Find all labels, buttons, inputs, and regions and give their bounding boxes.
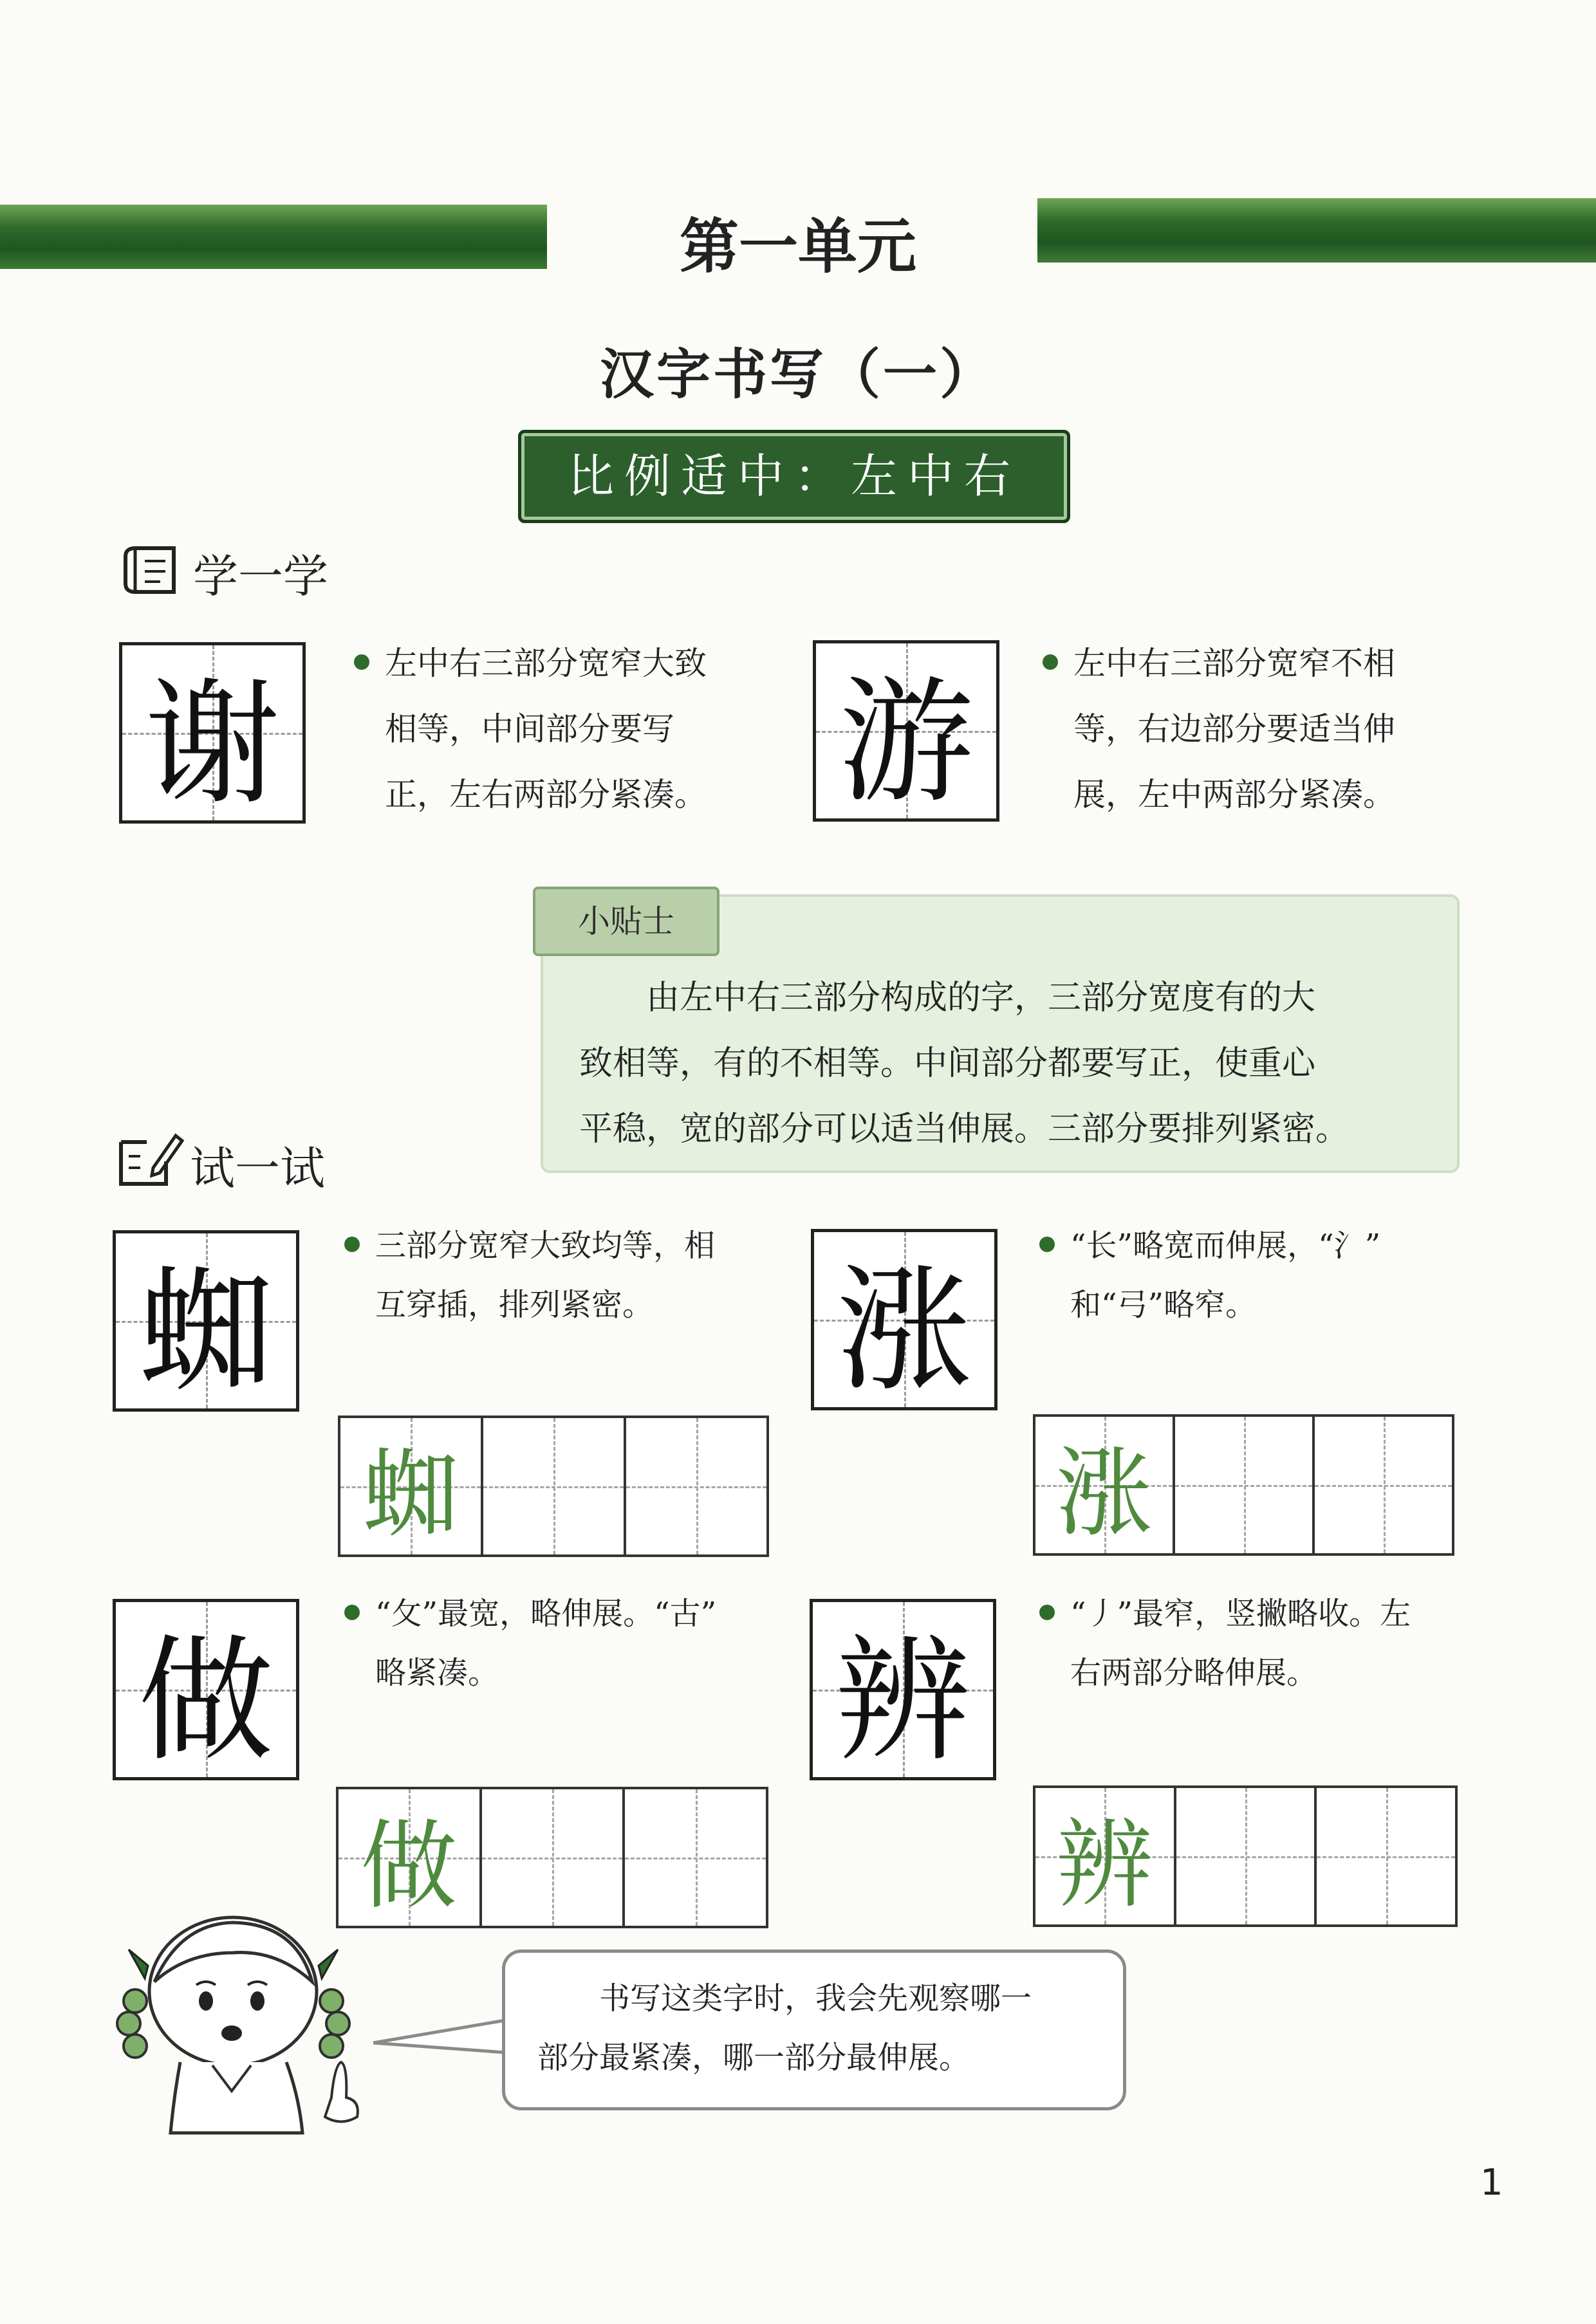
speech-text: 书写这类字时，我会先观察哪一 部分最紧凑，哪一部分最伸展。 <box>537 1980 1032 2076</box>
model-char-box <box>811 1229 998 1410</box>
practice-cell[interactable] <box>339 1789 482 1926</box>
bullet-dot <box>1039 1605 1055 1620</box>
practice-cell[interactable] <box>1035 1417 1175 1553</box>
model-char: 谢 <box>144 665 280 823</box>
practice-cell[interactable] <box>482 1789 626 1926</box>
model-char-box <box>113 1599 299 1780</box>
notebook-pencil-icon <box>115 1123 185 1194</box>
model-char: 做 <box>138 1622 274 1780</box>
bullet-dot <box>344 1605 360 1620</box>
bullet-dot <box>354 654 369 670</box>
model-char-box <box>113 1230 299 1412</box>
model-char: 涨 <box>836 1252 972 1410</box>
tip-label: 小贴士 <box>533 887 719 956</box>
try-description: “攵”最宽，略伸展。“古” 略紧凑。 <box>344 1584 795 1702</box>
model-char: 辨 <box>835 1622 970 1780</box>
tip-text: 由左中右三部分构成的字，三部分宽度有的大 致相等，有的不相等。中间部分都要写正，使重心 平稳，宽的部分可以适当伸展。三部分要排列紧密。 <box>579 979 1350 1148</box>
practice-cell[interactable] <box>340 1418 483 1554</box>
practice-grid <box>1033 1414 1454 1556</box>
practice-cell[interactable] <box>483 1418 626 1554</box>
unit-title: 第一单元 <box>679 212 916 281</box>
model-char-box <box>119 642 306 824</box>
practice-cell[interactable] <box>1175 1417 1315 1553</box>
girl-illustration <box>109 1904 393 2136</box>
header-band-right <box>1037 198 1596 263</box>
try-heading: 试一试 <box>190 1142 325 1195</box>
practice-grid <box>338 1416 769 1557</box>
guide-char: 蜘 <box>362 1439 459 1551</box>
practice-cell[interactable] <box>1315 1417 1452 1553</box>
guide-char: 做 <box>360 1811 458 1923</box>
lesson-title: 汉字书写（一） <box>599 342 996 406</box>
bubble-tail <box>373 2014 515 2065</box>
model-char: 蜘 <box>138 1253 274 1411</box>
learn-heading: 学一学 <box>193 550 328 603</box>
header-band-left <box>0 205 547 269</box>
bullet-dot <box>1039 1237 1055 1252</box>
learn-description: 左中右三部分宽窄不相 等，右边部分要适当伸 展，左中两部分紧凑。 <box>1043 631 1493 827</box>
guide-char: 辨 <box>1056 1809 1153 1921</box>
model-char-box <box>813 640 999 822</box>
model-char: 游 <box>838 663 974 821</box>
subject-banner-text: 比例适中：左中右 <box>567 449 1021 503</box>
practice-cell[interactable] <box>1176 1788 1317 1924</box>
bullet-dot <box>1043 654 1058 670</box>
try-description: “丿”最窄，竖撇略收。左 右两部分略伸展。 <box>1039 1584 1490 1702</box>
subject-banner <box>518 430 1070 523</box>
practice-grid <box>336 1787 768 1928</box>
page-number: 1 <box>1480 2162 1503 2204</box>
model-char-box <box>810 1599 996 1780</box>
practice-cell[interactable] <box>1035 1788 1176 1924</box>
bullet-dot <box>344 1237 360 1252</box>
practice-cell[interactable] <box>1317 1788 1455 1924</box>
practice-grid <box>1033 1785 1458 1927</box>
try-description: “长”略宽而伸展，“氵” 和“弓”略窄。 <box>1039 1216 1490 1334</box>
practice-cell[interactable] <box>625 1789 766 1926</box>
book-icon <box>119 540 183 605</box>
try-description: 三部分宽窄大致均等，相 互穿插，排列紧密。 <box>344 1216 795 1334</box>
practice-cell[interactable] <box>626 1418 766 1554</box>
learn-description: 左中右三部分宽窄大致 相等，中间部分要写 正，左右两部分紧凑。 <box>354 631 798 827</box>
guide-char: 涨 <box>1055 1438 1153 1550</box>
